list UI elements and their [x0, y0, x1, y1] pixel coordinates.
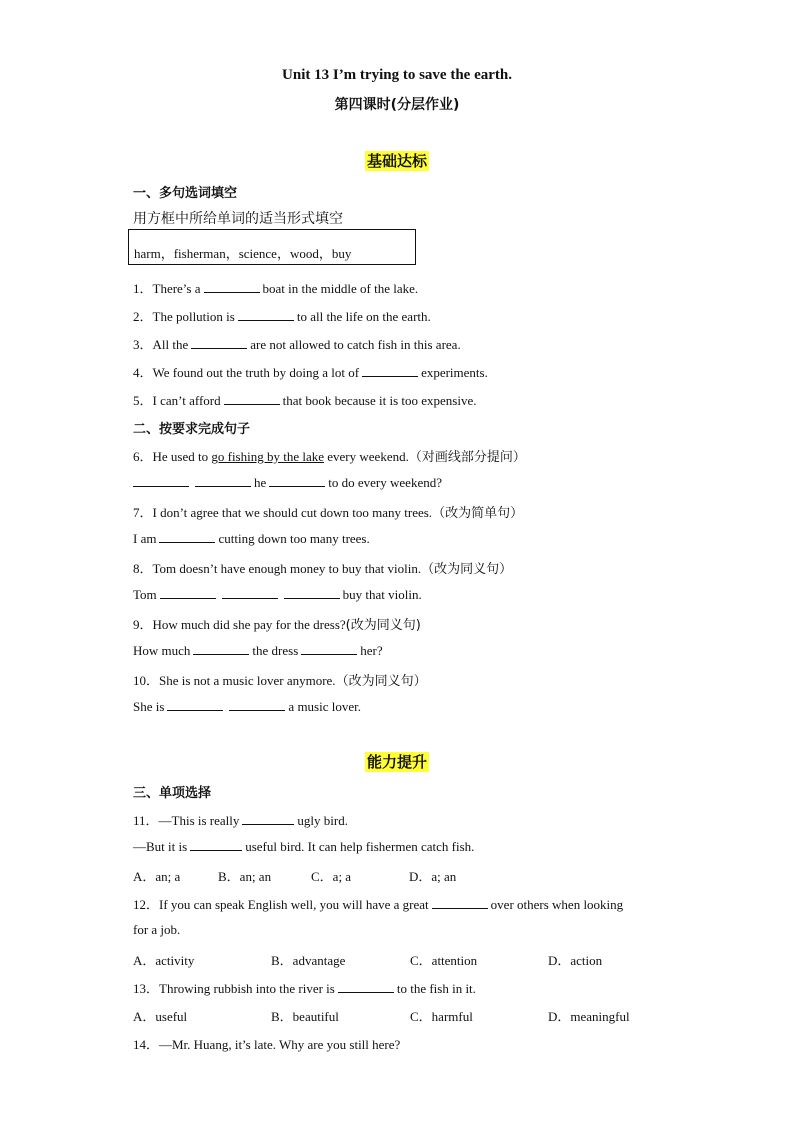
question-12-line2: for a job.	[133, 922, 181, 937]
question-3: 3．All the are not allowed to catch fish in this area.	[133, 337, 461, 352]
question-6: 6．He used to go fishing by the lake every weekend.（对画线部分提问）	[133, 449, 526, 465]
section-basic-label: 基础达标	[366, 152, 427, 170]
answer-blank[interactable]	[229, 698, 285, 711]
question-11-line2: —But it is useful bird. It can help fishermen catch fish.	[133, 839, 475, 854]
option-13-b[interactable]: B．beautiful	[271, 1009, 339, 1024]
word-box	[128, 229, 416, 265]
answer-8: Tom buy that violin.	[133, 587, 422, 602]
option-12-d[interactable]: D．action	[548, 953, 603, 968]
option-12-a[interactable]: A．activity	[133, 953, 195, 968]
part2-heading: 二、按要求完成句子	[133, 422, 251, 437]
option-13-d[interactable]: D．meaningful	[548, 1009, 630, 1024]
answer-blank[interactable]	[133, 474, 189, 487]
answer-blank[interactable]	[222, 586, 278, 599]
question-14: 14．—Mr. Huang, it’s late. Why are you still here?	[133, 1037, 401, 1052]
question-5: 5．I can’t afford that book because it is too expensive.	[133, 393, 477, 408]
answer-blank[interactable]	[301, 642, 357, 655]
question-12-line1: 12．If you can speak English well, you will have a great over others when looking	[133, 897, 624, 912]
question-13: 13．Throwing rubbish into the river is to the fish in it.	[133, 981, 476, 996]
answer-blank[interactable]	[159, 530, 215, 543]
answer-6: he to do every weekend?	[133, 474, 442, 491]
part3-heading: 三、单项选择	[133, 786, 212, 801]
question-11-line1: 11．—This is really ugly bird.	[133, 813, 348, 828]
option-13-a[interactable]: A．useful	[133, 1009, 188, 1024]
answer-blank[interactable]	[269, 474, 325, 487]
answer-blank[interactable]	[195, 474, 251, 487]
question-7: 7．I don’t agree that we should cut down too many trees.（改为简单句）	[133, 505, 524, 521]
word-box-text: harm，fisherman，science，wood，buy	[134, 246, 352, 261]
option-13-c[interactable]: C．harmful	[410, 1009, 473, 1024]
question-10: 10．She is not a music lover anymore.（改为同义句）	[133, 673, 427, 689]
answer-blank[interactable]	[242, 812, 294, 825]
underlined-phrase: go fishing by the lake	[211, 449, 325, 464]
option-11-d[interactable]: D．a; an	[409, 869, 457, 884]
question-1: 1．There’s a boat in the middle of the lake.	[133, 281, 419, 296]
section-basic-banner	[0, 150, 794, 171]
answer-blank[interactable]	[160, 586, 216, 599]
option-11-c[interactable]: C．a; a	[311, 869, 352, 884]
answer-blank[interactable]	[362, 364, 418, 377]
option-12-b[interactable]: B．advantage	[271, 953, 346, 968]
question-4: 4．We found out the truth by doing a lot of experiments.	[133, 365, 488, 380]
option-12-c[interactable]: C．attention	[410, 953, 478, 968]
answer-blank[interactable]	[224, 392, 280, 405]
answer-blank[interactable]	[338, 980, 394, 993]
part1-heading: 一、多句选词填空	[133, 186, 238, 201]
answer-blank[interactable]	[190, 838, 242, 851]
section-ability-banner	[0, 751, 794, 772]
answer-10: She is a music lover.	[133, 699, 361, 714]
page-title: Unit 13 I’m trying to save the earth.	[282, 67, 512, 83]
question-9: 9．How much did she pay for the dress?(改为同义句)	[133, 617, 421, 633]
answer-blank[interactable]	[191, 336, 247, 349]
option-11-b[interactable]: B．an; an	[218, 869, 272, 884]
question-2: 2．The pollution is to all the life on the earth.	[133, 309, 431, 324]
section-ability-label: 能力提升	[366, 753, 427, 771]
answer-blank[interactable]	[284, 586, 340, 599]
answer-blank[interactable]	[204, 280, 260, 293]
option-11-a[interactable]: A．an; a	[133, 869, 181, 884]
answer-blank[interactable]	[238, 308, 294, 321]
answer-blank[interactable]	[167, 698, 223, 711]
page-subtitle: 第四课时(分层作业)	[334, 97, 460, 113]
answer-blank[interactable]	[193, 642, 249, 655]
part1-instruction: 用方框中所给单词的适当形式填空	[133, 211, 343, 227]
answer-7: I am cutting down too many trees.	[133, 531, 370, 546]
answer-blank[interactable]	[432, 896, 488, 909]
answer-9: How much the dress her?	[133, 643, 383, 658]
question-8: 8．Tom doesn’t have enough money to buy that violin.（改为同义句）	[133, 561, 513, 577]
